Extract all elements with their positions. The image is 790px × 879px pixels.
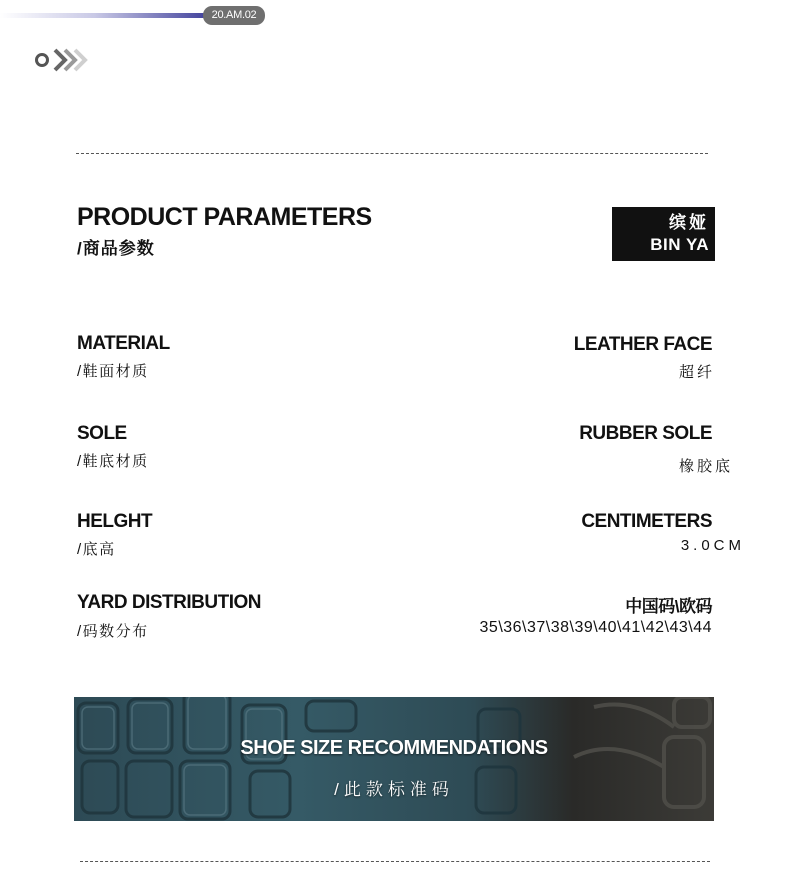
param-label-yard: YARD DISTRIBUTION <box>77 592 261 613</box>
param-value-yard-cn: 35\36\37\38\39\40\41\42\43\44 <box>479 619 712 636</box>
param-label-yard-cn: /码数分布 <box>77 623 149 640</box>
param-value-height-cn: 3.0CM <box>680 537 745 554</box>
param-label-height: HELGHT <box>77 511 153 532</box>
brand-name-cn: 缤娅 <box>669 213 709 232</box>
param-label-material: MATERIAL <box>77 333 170 354</box>
banner-title: SHOE SIZE RECOMMENDATIONS <box>240 737 548 759</box>
param-label-sole: SOLE <box>77 423 127 444</box>
top-gradient-bar <box>0 13 210 18</box>
param-value-material-cn: 超纤 <box>678 364 715 381</box>
param-value-sole: RUBBER SOLE <box>579 423 712 444</box>
param-value-sole-cn: 橡胶底 <box>678 458 733 475</box>
brand-name-en: BIN YA <box>650 235 709 254</box>
circle-chevrons-icon <box>33 44 89 76</box>
banner-subtitle: /此款标准码 <box>334 780 454 799</box>
bottom-divider <box>80 861 710 862</box>
brand-box <box>612 207 715 261</box>
param-value-yard: 中国码\欧码 <box>625 597 712 616</box>
param-value-height: CENTIMETERS <box>581 511 712 532</box>
top-divider <box>76 153 708 154</box>
date-badge: 20.AM.02 <box>203 6 265 25</box>
size-recommendation-banner <box>74 697 714 821</box>
param-label-height-cn: /底高 <box>77 541 116 558</box>
section-title: PRODUCT PARAMETERS <box>77 203 372 231</box>
param-label-material-cn: /鞋面材质 <box>77 363 149 380</box>
param-label-sole-cn: /鞋底材质 <box>77 453 149 470</box>
section-subtitle: /商品参数 <box>77 239 155 258</box>
param-value-material: LEATHER FACE <box>573 334 712 355</box>
